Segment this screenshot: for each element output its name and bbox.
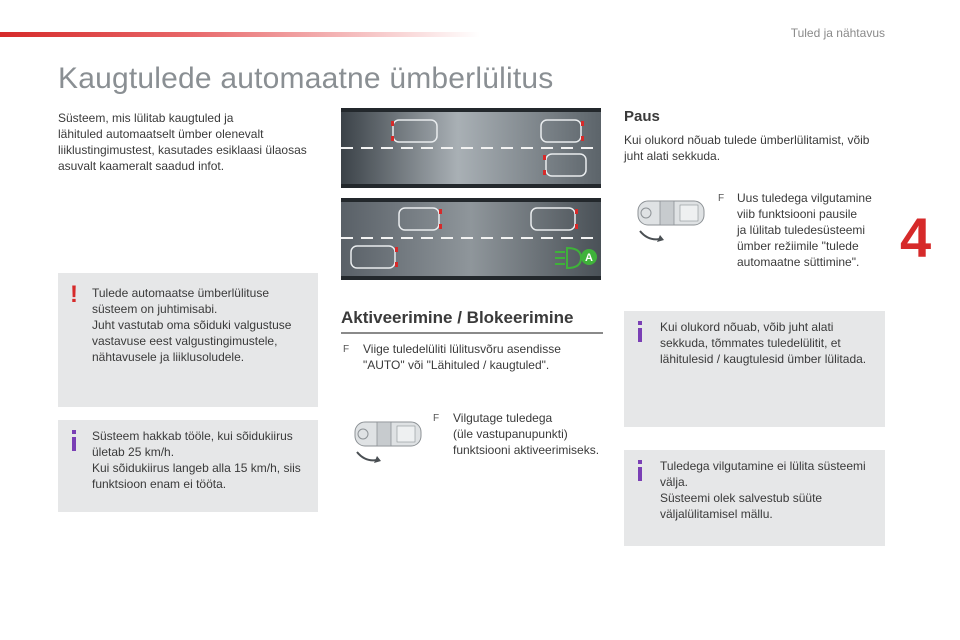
info-box-flash xyxy=(624,450,885,546)
info-icon xyxy=(638,321,642,325)
heading-divider xyxy=(341,332,603,334)
auto-indicator-label: A xyxy=(585,252,593,264)
pause-heading: Paus xyxy=(624,108,660,125)
warning-icon: ! xyxy=(70,281,78,308)
activation-heading: Aktiveerimine / Blokeerimine xyxy=(341,308,574,327)
intro-text: Süsteem, mis lülitab kaugtuled ja lähituled automaatselt ümber olenevalt liiklustingimustest, kasutades esiklaasi ülaosas asuvalt kaameralt saadud infot. xyxy=(58,111,307,173)
header-accent-bar xyxy=(0,32,480,37)
section-name: Tuled ja nähtavus xyxy=(790,26,885,40)
pause-step: Uus tuledega vilgutamine viib funktsiooni pausile ja lülitab tuledesüsteemi ümber režiimile "tulede automaatne süttimine". xyxy=(737,191,872,269)
info-speed-text: Süsteem hakkab tööle, kui sõidukiirus ületab 25 km/h. Kui sõidukiirus langeb alla 15 km/h, siis funktsioon enam ei tööta. xyxy=(92,429,301,491)
info-icon xyxy=(72,430,76,434)
chapter-number: 4 xyxy=(900,206,932,269)
activation-step-2: Vilgutage tuledega (üle vastupanupunkti) funktsiooni aktiveerimiseks. xyxy=(453,411,600,457)
pause-text: Kui olukord nõuab tulede ümberlülitamist, võib juht alati sekkuda. xyxy=(624,133,870,163)
warning-box xyxy=(58,273,318,407)
info-box-speed xyxy=(58,420,318,512)
warning-text: Tulede automaatse ümberlülituse süsteem on juhtimisabi. Juht vastutab oma sõiduki valgustuse vastavuse eest valgustingimustele, nähtavusele ja liiklusoludele. xyxy=(92,286,292,364)
activation-step-1: Viige tuledelüliti lülitusvõru asendisse "AUTO" või "Lähituled / kaugtuled". xyxy=(363,342,561,372)
info-box-override xyxy=(624,311,885,427)
step-bullet: F xyxy=(433,413,440,424)
step-bullet: F xyxy=(718,193,725,204)
info-flash-text: Tuledega vilgutamine ei lülita süsteemi välja. Süsteemi olek salvestub süüte väljalülitamisel mällu. xyxy=(660,459,866,521)
road-illustration-low-beam xyxy=(341,198,601,280)
road-illustration-high-beam xyxy=(341,108,601,188)
step-bullet: F xyxy=(343,344,350,355)
info-override-text: Kui olukord nõuab, võib juht alati sekkuda, tõmmates tuledelülitit, et lähitulesid / kaugtulesid ümber lülitada. xyxy=(660,320,867,366)
info-icon xyxy=(638,460,642,464)
light-stalk-illustration xyxy=(347,416,427,466)
light-stalk-illustration-pause xyxy=(630,195,710,245)
page-title: Kaugtulede automaatne ümberlülitus xyxy=(58,62,554,95)
